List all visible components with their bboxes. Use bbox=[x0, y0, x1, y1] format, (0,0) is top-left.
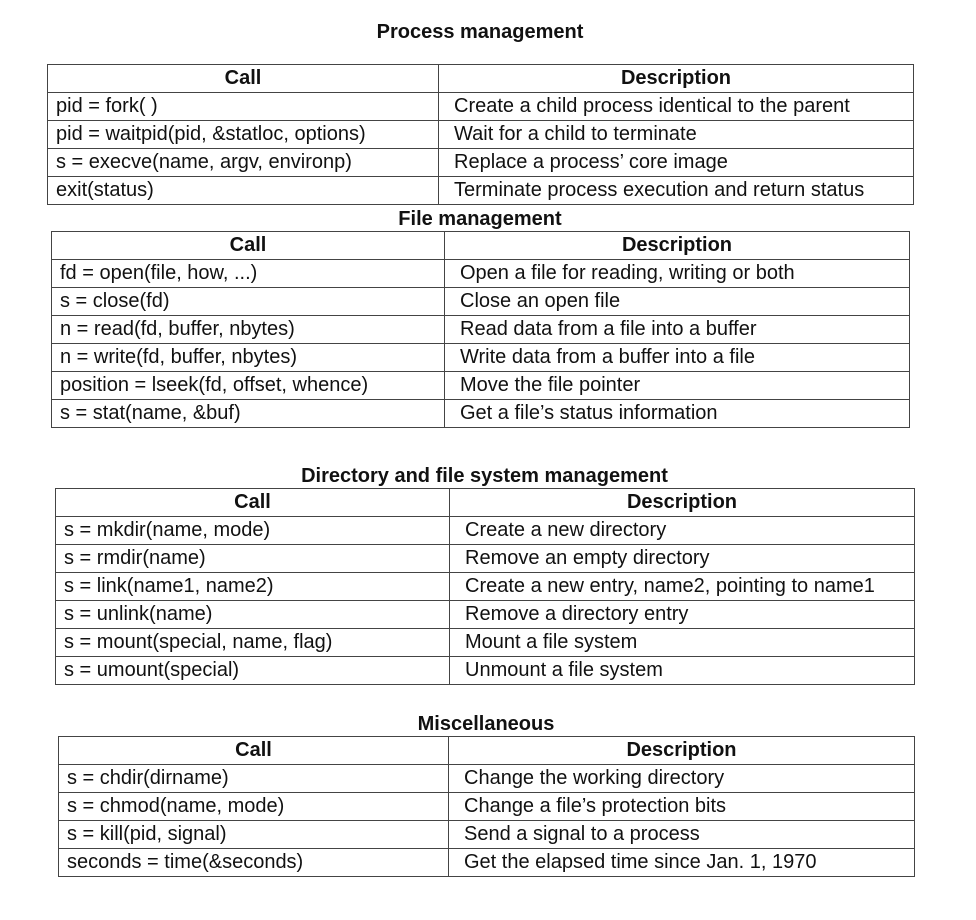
call-cell: pid = fork( ) bbox=[48, 93, 439, 121]
call-cell: s = mount(special, name, flag) bbox=[56, 629, 450, 657]
call-cell: pid = waitpid(pid, &statloc, options) bbox=[48, 121, 439, 149]
header-row bbox=[59, 737, 915, 765]
description-cell: Create a new entry, name2, pointing to name1 bbox=[450, 573, 915, 601]
table-row bbox=[52, 344, 910, 372]
table-row bbox=[52, 372, 910, 400]
description-cell: Unmount a file system bbox=[450, 657, 915, 685]
table-row bbox=[48, 177, 914, 205]
call-cell: fd = open(file, how, ...) bbox=[52, 260, 445, 288]
description-cell: Wait for a child to terminate bbox=[439, 121, 914, 149]
call-cell: s = link(name1, name2) bbox=[56, 573, 450, 601]
description-cell: Read data from a file into a buffer bbox=[445, 316, 910, 344]
table-row bbox=[56, 601, 915, 629]
table-row bbox=[56, 545, 915, 573]
description-cell: Change a file’s protection bits bbox=[449, 793, 915, 821]
miscellaneous-table bbox=[58, 736, 915, 877]
table-row bbox=[59, 849, 915, 877]
table-row bbox=[48, 93, 914, 121]
call-cell: s = chmod(name, mode) bbox=[59, 793, 449, 821]
section-title: Directory and file system management bbox=[301, 465, 668, 487]
description-column-header: Description bbox=[445, 232, 910, 260]
call-cell: position = lseek(fd, offset, whence) bbox=[52, 372, 445, 400]
table-row bbox=[52, 400, 910, 428]
description-cell: Change the working directory bbox=[449, 765, 915, 793]
table-row bbox=[59, 821, 915, 849]
call-cell: s = chdir(dirname) bbox=[59, 765, 449, 793]
table-row bbox=[48, 149, 914, 177]
table-row bbox=[56, 573, 915, 601]
description-cell: Mount a file system bbox=[450, 629, 915, 657]
call-cell: exit(status) bbox=[48, 177, 439, 205]
description-column-header: Description bbox=[439, 65, 914, 93]
call-column-header: Call bbox=[52, 232, 445, 260]
table-row bbox=[59, 793, 915, 821]
call-cell: s = stat(name, &buf) bbox=[52, 400, 445, 428]
description-cell: Terminate process execution and return status bbox=[439, 177, 914, 205]
description-cell: Create a child process identical to the parent bbox=[439, 93, 914, 121]
description-cell: Replace a process’ core image bbox=[439, 149, 914, 177]
description-cell: Write data from a buffer into a file bbox=[445, 344, 910, 372]
call-column-header: Call bbox=[59, 737, 449, 765]
call-cell: seconds = time(&seconds) bbox=[59, 849, 449, 877]
description-column-header: Description bbox=[449, 737, 915, 765]
process-management-table bbox=[47, 64, 914, 205]
file-management-table bbox=[51, 231, 910, 428]
call-cell: s = unlink(name) bbox=[56, 601, 450, 629]
table-row bbox=[52, 316, 910, 344]
description-cell: Create a new directory bbox=[450, 517, 915, 545]
call-column-header: Call bbox=[56, 489, 450, 517]
table-row bbox=[56, 657, 915, 685]
description-cell: Send a signal to a process bbox=[449, 821, 915, 849]
table-row bbox=[59, 765, 915, 793]
header-row bbox=[48, 65, 914, 93]
description-cell: Get the elapsed time since Jan. 1, 1970 bbox=[449, 849, 915, 877]
call-cell: n = read(fd, buffer, nbytes) bbox=[52, 316, 445, 344]
description-cell: Close an open file bbox=[445, 288, 910, 316]
description-cell: Move the file pointer bbox=[445, 372, 910, 400]
table-row bbox=[48, 121, 914, 149]
section-title: Miscellaneous bbox=[417, 713, 555, 735]
section-title: Process management bbox=[376, 21, 584, 43]
call-cell: s = kill(pid, signal) bbox=[59, 821, 449, 849]
table-row bbox=[56, 517, 915, 545]
description-cell: Open a file for reading, writing or both bbox=[445, 260, 910, 288]
table-row bbox=[52, 260, 910, 288]
call-cell: s = umount(special) bbox=[56, 657, 450, 685]
description-cell: Remove an empty directory bbox=[450, 545, 915, 573]
call-cell: n = write(fd, buffer, nbytes) bbox=[52, 344, 445, 372]
description-cell: Remove a directory entry bbox=[450, 601, 915, 629]
description-column-header: Description bbox=[450, 489, 915, 517]
header-row bbox=[56, 489, 915, 517]
call-cell: s = mkdir(name, mode) bbox=[56, 517, 450, 545]
call-cell: s = rmdir(name) bbox=[56, 545, 450, 573]
section-title: File management bbox=[398, 208, 562, 230]
call-column-header: Call bbox=[48, 65, 439, 93]
table-row bbox=[56, 629, 915, 657]
table-row bbox=[52, 288, 910, 316]
directory-management-table bbox=[55, 488, 915, 685]
description-cell: Get a file’s status information bbox=[445, 400, 910, 428]
header-row bbox=[52, 232, 910, 260]
call-cell: s = close(fd) bbox=[52, 288, 445, 316]
call-cell: s = execve(name, argv, environp) bbox=[48, 149, 439, 177]
